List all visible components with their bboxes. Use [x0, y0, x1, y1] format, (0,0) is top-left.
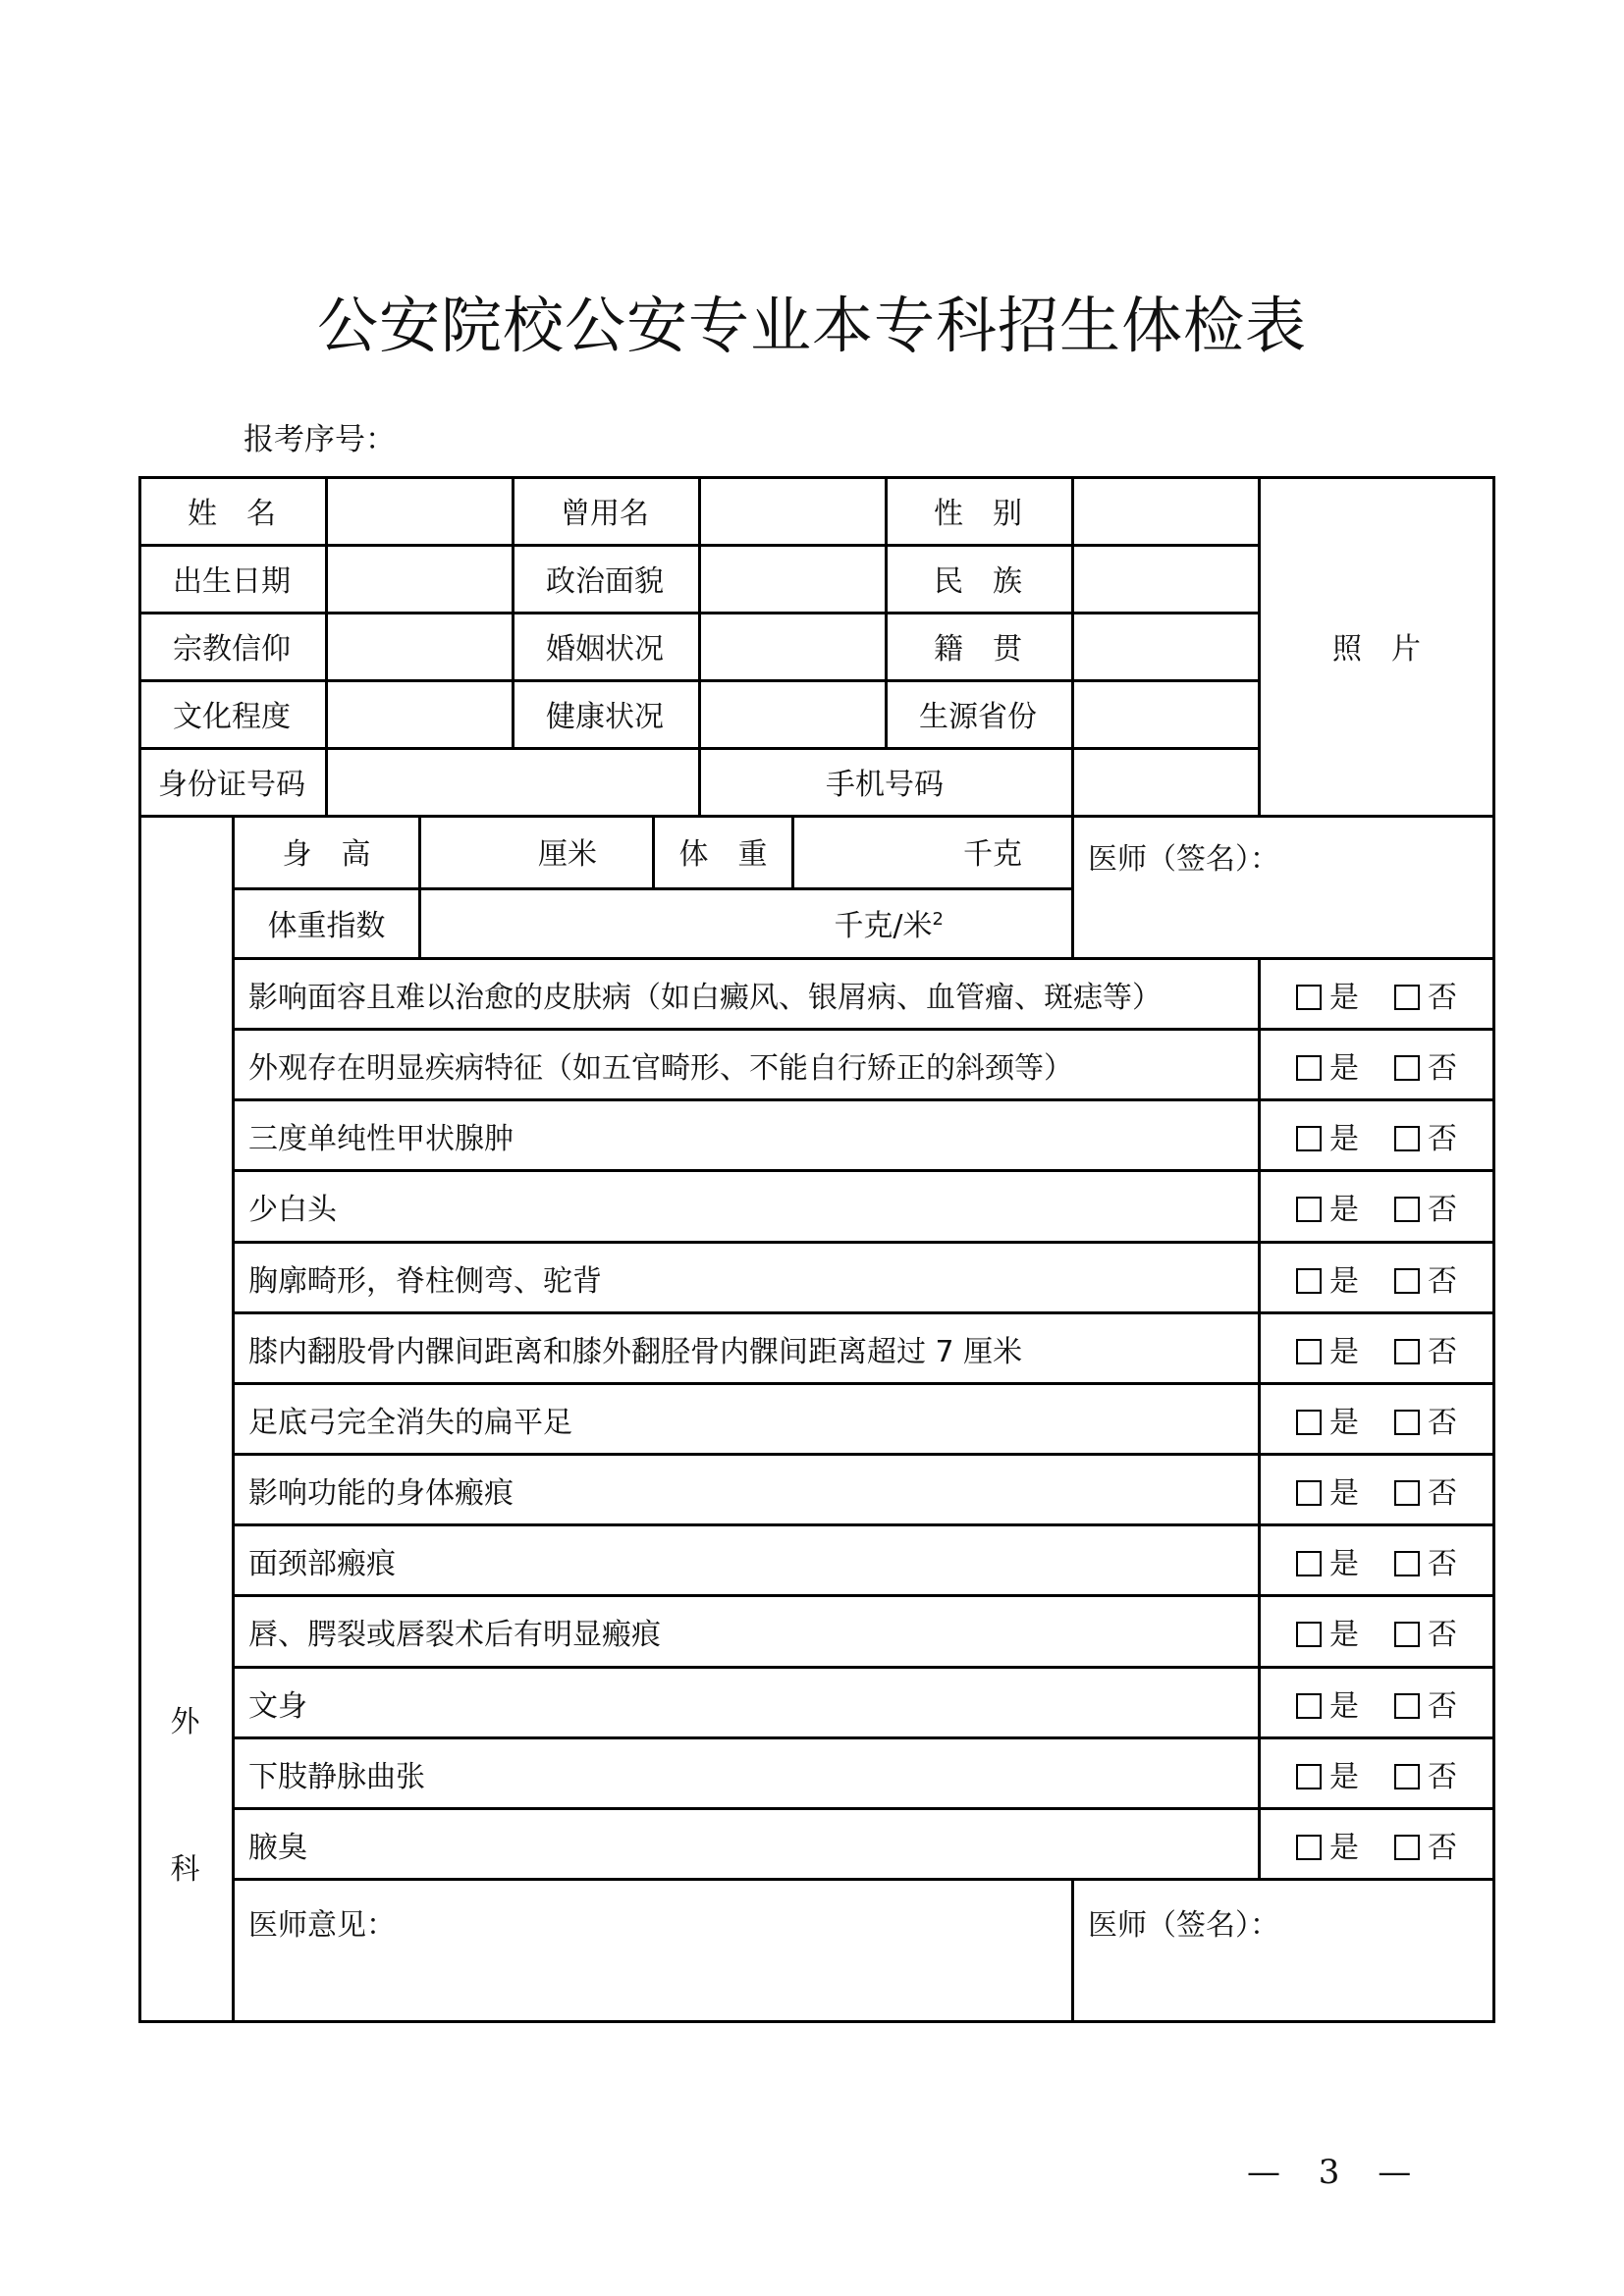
no-label: 否 — [1428, 1193, 1457, 1227]
yes-label: 是 — [1329, 1688, 1359, 1724]
yes-label: 是 — [1329, 1475, 1359, 1511]
checkbox-icon[interactable] — [1296, 1835, 1322, 1860]
checkbox-icon[interactable] — [1296, 1764, 1322, 1789]
no-checkbox[interactable] — [1394, 1327, 1457, 1370]
doctor-sign-measurement[interactable] — [1074, 815, 1495, 977]
label-phone: 手机号码 — [826, 767, 944, 802]
no-label: 否 — [1428, 1618, 1457, 1652]
label-religion: 宗教信仰 — [173, 631, 291, 667]
checkbox-icon[interactable] — [1296, 1693, 1322, 1719]
checkbox-icon[interactable] — [1296, 1268, 1322, 1294]
checkbox-icon[interactable] — [1394, 1480, 1420, 1506]
field-marital-status[interactable] — [701, 612, 885, 679]
check-item-label: 胸廓畸形，脊柱侧弯、驼背 — [248, 1263, 602, 1299]
checkbox-icon[interactable] — [1394, 1055, 1420, 1081]
yes-checkbox[interactable] — [1296, 1823, 1359, 1866]
yes-no-options — [1261, 1244, 1492, 1311]
yes-checkbox[interactable] — [1296, 1256, 1359, 1300]
no-checkbox[interactable] — [1394, 973, 1457, 1016]
checkbox-icon[interactable] — [1394, 1339, 1420, 1364]
label-ethnicity: 民 族 — [934, 563, 1022, 599]
checkbox-icon[interactable] — [1394, 1764, 1420, 1789]
label-native-place: 籍 贯 — [934, 631, 1022, 667]
checkbox-icon[interactable] — [1394, 1410, 1420, 1435]
checkbox-icon[interactable] — [1296, 1480, 1322, 1506]
yes-label: 是 — [1329, 1193, 1359, 1227]
surgery-char-1: 外 — [170, 1705, 200, 1739]
yes-no-options — [1261, 1031, 1492, 1098]
doctor-sign-opinion-label: 医师（签名）： — [1088, 1908, 1279, 1943]
yes-checkbox[interactable] — [1296, 973, 1359, 1016]
no-checkbox[interactable] — [1394, 1468, 1457, 1512]
yes-label: 是 — [1329, 1546, 1359, 1581]
yes-checkbox[interactable] — [1296, 1610, 1359, 1653]
no-label: 否 — [1428, 1546, 1457, 1581]
checkbox-icon[interactable] — [1394, 1197, 1420, 1222]
yes-checkbox[interactable] — [1296, 1114, 1359, 1157]
yes-no-options — [1261, 1314, 1492, 1382]
yes-checkbox[interactable] — [1296, 1752, 1359, 1795]
checkbox-icon[interactable] — [1394, 1268, 1420, 1294]
doctor-opinion-field[interactable] — [235, 1881, 1071, 2040]
checkbox-icon[interactable] — [1394, 1126, 1420, 1151]
checkbox-icon[interactable] — [1394, 1622, 1420, 1647]
field-source-province[interactable] — [1074, 679, 1258, 747]
field-political-status[interactable] — [701, 544, 885, 612]
serial-number-label: 报考序号： — [244, 422, 396, 457]
label-bmi: 体重指数 — [267, 908, 386, 943]
label-birth-date: 出生日期 — [173, 563, 291, 599]
yes-no-options — [1261, 1739, 1492, 1807]
label-political-status: 政治面貌 — [546, 563, 664, 599]
form-title: 公安院校公安专业本专科招生体检表 — [316, 290, 1307, 361]
label-source-province: 生源省份 — [919, 699, 1037, 734]
label-marital-status: 婚姻状况 — [546, 631, 664, 667]
checkbox-icon[interactable] — [1394, 1551, 1420, 1576]
check-item-label: 足底弓完全消失的扁平足 — [248, 1405, 572, 1440]
no-checkbox[interactable] — [1394, 1043, 1457, 1087]
yes-no-options — [1261, 1101, 1492, 1169]
yes-checkbox[interactable] — [1296, 1398, 1359, 1441]
yes-checkbox[interactable] — [1296, 1682, 1359, 1725]
checkbox-icon[interactable] — [1394, 1835, 1420, 1860]
yes-checkbox[interactable] — [1296, 1327, 1359, 1370]
no-checkbox[interactable] — [1394, 1539, 1457, 1582]
doctor-opinion-label: 医师意见： — [248, 1908, 396, 1943]
no-checkbox[interactable] — [1394, 1823, 1457, 1866]
check-item-label: 少白头 — [248, 1193, 337, 1227]
check-item-label: 外观存在明显疾病特征（如五官畸形、不能自行矫正的斜颈等） — [248, 1050, 1073, 1086]
field-religion[interactable] — [328, 612, 512, 679]
check-item-label: 面颈部瘢痕 — [248, 1546, 396, 1581]
field-birth-date[interactable] — [328, 544, 512, 612]
checkbox-icon[interactable] — [1394, 985, 1420, 1010]
field-former-name[interactable] — [701, 476, 885, 544]
check-item-label: 腋臭 — [248, 1830, 307, 1865]
weight-unit: 千克 — [963, 837, 1022, 872]
checkbox-icon[interactable] — [1394, 1693, 1420, 1719]
yes-no-options — [1261, 1669, 1492, 1736]
no-checkbox[interactable] — [1394, 1398, 1457, 1441]
no-label: 否 — [1428, 1830, 1457, 1865]
yes-label: 是 — [1329, 1334, 1359, 1369]
check-item-label: 三度单纯性甲状腺肿 — [248, 1121, 514, 1156]
surgery-char-2: 科 — [170, 1852, 200, 1887]
check-item-label: 文身 — [248, 1688, 307, 1724]
no-label: 否 — [1428, 1475, 1457, 1511]
no-label: 否 — [1428, 1050, 1457, 1086]
check-item-label: 唇、腭裂或唇裂术后有明显瘢痕 — [248, 1618, 661, 1652]
yes-label: 是 — [1329, 1405, 1359, 1440]
checkbox-icon[interactable] — [1296, 985, 1322, 1010]
yes-checkbox[interactable] — [1296, 1539, 1359, 1582]
yes-checkbox[interactable] — [1296, 1468, 1359, 1512]
no-label: 否 — [1428, 1688, 1457, 1724]
field-id-number[interactable] — [328, 747, 698, 815]
yes-label: 是 — [1329, 1618, 1359, 1652]
yes-checkbox[interactable] — [1296, 1185, 1359, 1228]
field-gender[interactable] — [1074, 476, 1258, 544]
checkbox-icon[interactable] — [1296, 1622, 1322, 1647]
yes-label: 是 — [1329, 1759, 1359, 1794]
check-item-label: 下肢静脉曲张 — [248, 1759, 425, 1794]
checkbox-icon[interactable] — [1296, 1126, 1322, 1151]
yes-label: 是 — [1329, 1121, 1359, 1156]
yes-no-options — [1261, 1526, 1492, 1594]
label-former-name: 曾用名 — [561, 496, 649, 531]
check-item-label: 影响功能的身体瘢痕 — [248, 1475, 514, 1511]
field-bmi[interactable] — [421, 887, 1071, 957]
no-label: 否 — [1428, 980, 1457, 1015]
check-item-label: 影响面容且难以治愈的皮肤病（如白癜风、银屑病、血管瘤、斑痣等） — [248, 980, 1162, 1015]
label-health-status: 健康状况 — [546, 699, 664, 734]
field-name[interactable] — [328, 476, 512, 544]
yes-no-options — [1261, 1385, 1492, 1453]
photo-label: 照 片 — [1332, 631, 1421, 667]
no-label: 否 — [1428, 1759, 1457, 1794]
yes-no-options — [1261, 1810, 1492, 1878]
checkbox-icon[interactable] — [1296, 1551, 1322, 1576]
no-label: 否 — [1428, 1263, 1457, 1299]
label-id-number: 身份证号码 — [158, 767, 305, 802]
bmi-unit: 千克/米$^2$ — [834, 908, 944, 943]
no-checkbox[interactable] — [1394, 1256, 1457, 1300]
yes-label: 是 — [1329, 980, 1359, 1015]
exam-form-table — [138, 476, 1495, 2023]
no-checkbox[interactable] — [1394, 1185, 1457, 1228]
yes-no-options — [1261, 1456, 1492, 1523]
no-checkbox[interactable] — [1394, 1752, 1457, 1795]
yes-label: 是 — [1329, 1830, 1359, 1865]
check-item-label: 膝内翻股骨内髁间距离和膝外翻胫骨内髁间距离超过 7 厘米 — [248, 1334, 1023, 1369]
doctor-sign-opinion[interactable] — [1074, 1881, 1492, 2040]
no-checkbox[interactable] — [1394, 1682, 1457, 1725]
field-ethnicity[interactable] — [1074, 544, 1258, 612]
label-name: 姓 名 — [188, 496, 276, 531]
field-height[interactable] — [421, 815, 652, 887]
checkbox-icon[interactable] — [1296, 1339, 1322, 1364]
label-height: 身 高 — [282, 837, 371, 872]
checkbox-icon[interactable] — [1296, 1055, 1322, 1081]
field-weight[interactable] — [794, 815, 1071, 887]
no-label: 否 — [1428, 1121, 1457, 1156]
surgery-section-label — [138, 1705, 232, 1887]
yes-no-options — [1261, 960, 1492, 1028]
yes-label: 是 — [1329, 1263, 1359, 1299]
yes-label: 是 — [1329, 1050, 1359, 1086]
checkbox-icon[interactable] — [1296, 1197, 1322, 1222]
label-weight: 体 重 — [678, 837, 768, 872]
doctor-sign-label: 医师（签名）： — [1088, 842, 1279, 877]
no-checkbox[interactable] — [1394, 1114, 1457, 1157]
checkbox-icon[interactable] — [1296, 1410, 1322, 1435]
height-unit: 厘米 — [538, 837, 597, 872]
no-checkbox[interactable] — [1394, 1610, 1457, 1653]
field-native-place[interactable] — [1074, 612, 1258, 679]
field-phone[interactable] — [1074, 747, 1258, 815]
label-education: 文化程度 — [173, 699, 291, 734]
no-label: 否 — [1428, 1405, 1457, 1440]
label-gender: 性 别 — [934, 496, 1022, 531]
no-label: 否 — [1428, 1334, 1457, 1369]
yes-no-options — [1261, 1597, 1492, 1666]
photo-box[interactable] — [1261, 476, 1492, 815]
field-education[interactable] — [328, 679, 512, 747]
yes-checkbox[interactable] — [1296, 1043, 1359, 1087]
page-number: — 3 — — [1247, 2153, 1426, 2192]
yes-no-options — [1261, 1172, 1492, 1241]
field-health-status[interactable] — [701, 679, 885, 747]
